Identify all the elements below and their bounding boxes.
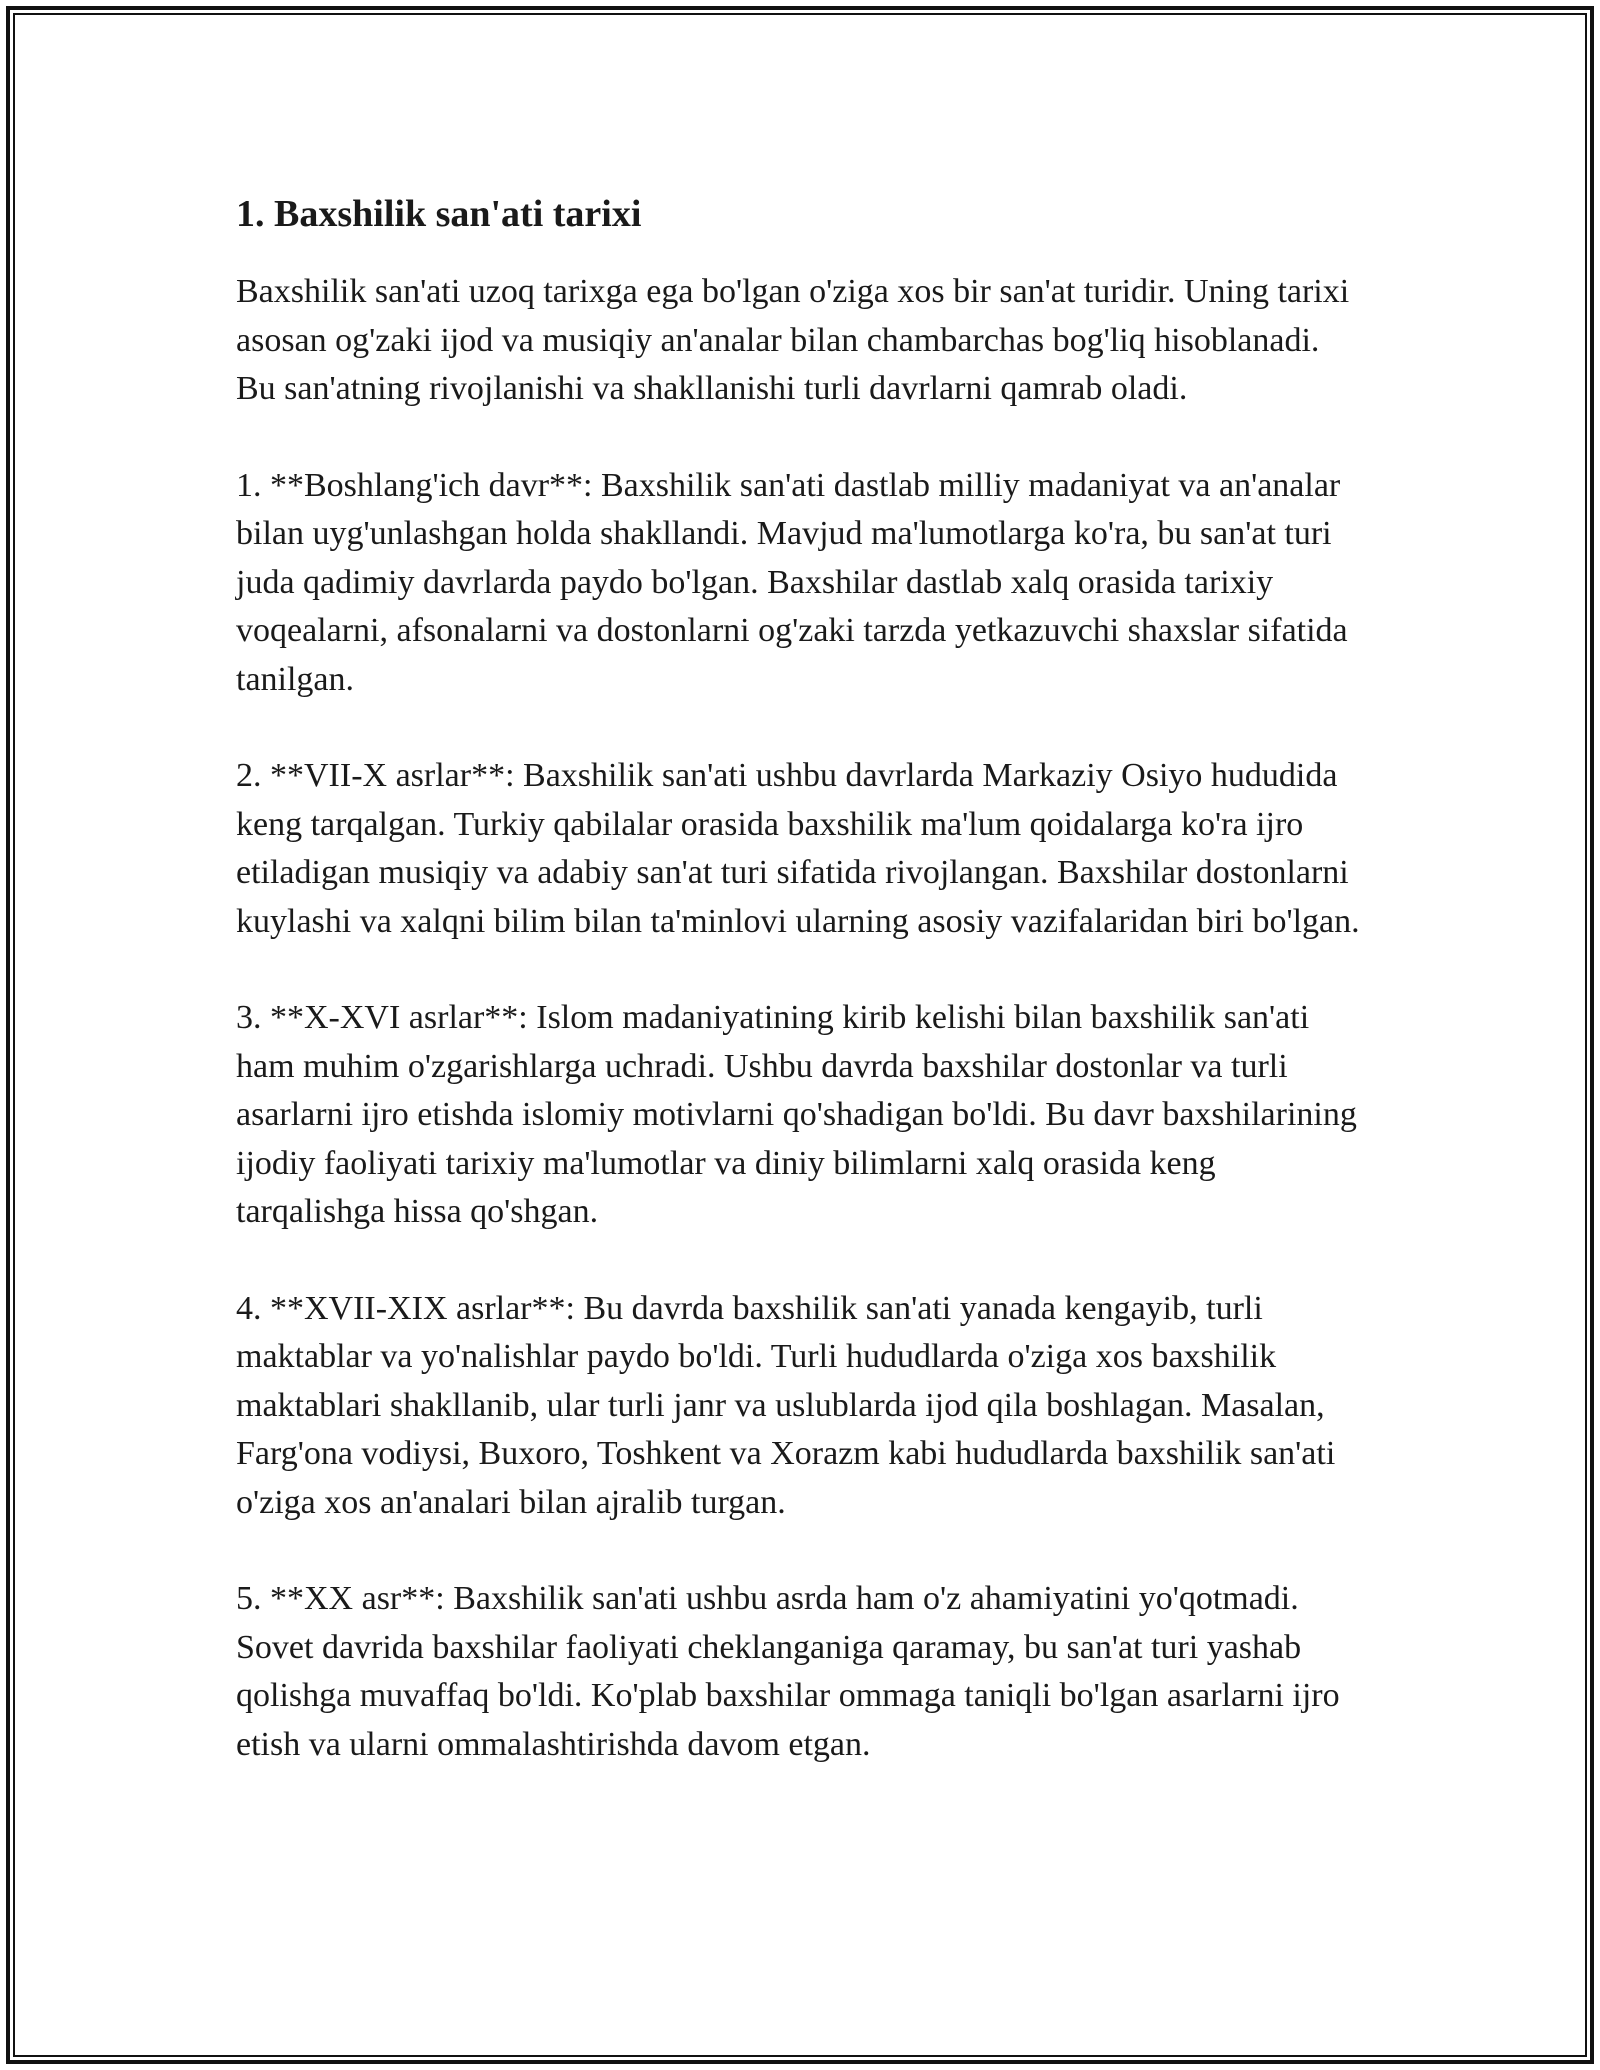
period-paragraph-3: 3. **X-XVI asrlar**: Islom madaniyatining kirib kelishi bilan baxshilik san'ati ham muhim o'zgarishlarga uchradi. Ushbu davrda baxshilar dostonlar va turli asarlarni ijro etishda islomiy motivlarni qo'shadigan bo'ldi. Bu davr baxshilarining ijodiy faoliyati tarixiy ma'lumotlar va diniy bilimlarni xalq orasida keng tarqalishga hissa qo'shgan. [236, 999, 1357, 1230]
intro-paragraph: Baxshilik san'ati uzoq tarixga ega bo'lgan o'ziga xos bir san'at turidir. Uning tarixi asosan og'zaki ijod va musiqiy an'analar bilan chambarchas bog'liq hisoblanadi. Bu san'atning rivojlanishi va shakllanishi turli davrlarni qamrab oladi. [236, 273, 1350, 407]
period-paragraph-5: 5. **XX asr**: Baxshilik san'ati ushbu asrda ham o'z ahamiyatini yo'qotmadi. Sovet davrida baxshilar faoliyati cheklanganiga qaramay, bu san'at turi yashab qolishga muvaffaq bo'ldi. Ko'plab baxshilar ommaga taniqli bo'lgan asarlarni ijro etish va ularni ommalashtirishda davom etgan. [236, 1580, 1340, 1763]
document-body [236, 186, 1366, 1769]
period-paragraph-1: 1. **Boshlang'ich davr**: Baxshilik san'ati dastlab milliy madaniyat va an'analar bilan uyg'unlashgan holda shakllandi. Mavjud ma'lumotlarga ko'ra, bu san'at turi juda qadimiy davrlarda paydo bo'lgan. Baxshilar dastlab xalq orasida tarixiy voqealarni, afsonalarni va dostonlarni og'zaki tarzda yetkazuvchi shaxslar sifatida tanilgan. [236, 466, 1348, 698]
period-paragraph-4: 4. **XVII-XIX asrlar**: Bu davrda baxshilik san'ati yanada kengayib, turli maktablar va yo'nalishlar paydo bo'ldi. Turli hududlarda o'ziga xos baxshilik maktablari shakllanib, ular turli janr va uslublarda ijod qila boshlagan. Masalan, Farg'ona vodiysi, Buxoro, Toshkent va Xorazm kabi hududlarda baxshilik san'ati o'ziga xos an'analari bilan ajralib turgan. [236, 1289, 1336, 1521]
period-paragraph-2: 2. **VII-X asrlar**: Baxshilik san'ati ushbu davrlarda Markaziy Osiyo hududida keng tarqalgan. Turkiy qabilalar orasida baxshilik ma'lum qoidalarga ko'ra ijro etiladigan musiqiy va adabiy san'at turi sifatida rivojlangan. Baxshilar dostonlarni kuylashi va xalqni bilim bilan ta'minlovi ularning asosiy vazifalaridan biri bo'lgan. [236, 757, 1360, 940]
section-heading: 1. Baxshilik san'ati tarixi [236, 193, 642, 235]
